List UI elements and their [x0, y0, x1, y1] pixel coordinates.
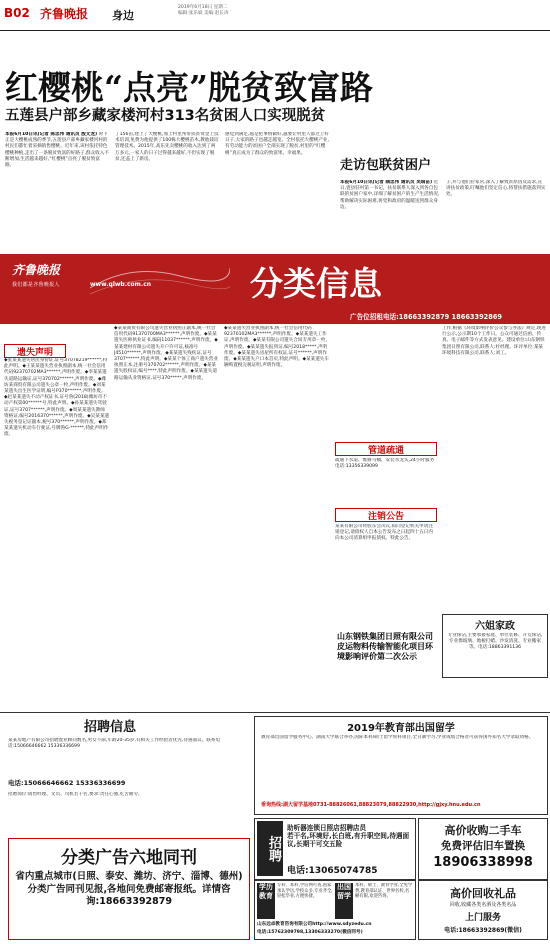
main-subhead: 五莲县户部乡藏家楼河村313名贫困人口实现脱贫 — [5, 108, 326, 124]
main-headline: 红樱桃“点亮”脱贫致富路 — [5, 68, 373, 107]
education-ad — [254, 880, 416, 940]
story-column-2 — [115, 132, 219, 250]
used-car-phone: 18906338998 — [433, 855, 533, 870]
recycle-visit: 上门服务 — [464, 913, 501, 923]
lost-notice-column-1: ◆张某某遗失居民身份证,证号37078219******,特此声明。◆王某某遗失营业执照副本,统一社会信用代码92370702MA3******,声明作废。◆李某某遗失道路运输证,证号370702******,声明作废。◆潍坊某商贸有限公司遗失公章一枚,声明作废。◆刘某某遗失出生医学证明,编号P370******,声明作废。◆赵某某遗失不动产权证书,证号鲁(2018)潍坊市不动产权第00******号,特此声明。◆孙某某遗失驾驶证,证号3707******,声明作废。◆周某某遗失教师资格证,编号2016370******,声明作废。◆吴某某遗失税务登记证副本,税号370******,声明作废。◆郑某某遗失机动车行驶证,号牌鲁G·******,特此声明作废。 — [4, 358, 109, 438]
right-notice-column: 工作,根据《环境影响评价公众参与办法》规定,现进行公示,公示期10个工作日。公众可通过信函、传真、电子邮件等方式发表意见。建设单位:山东钢铁集团日照有限公司,联系人:杜经理。环评单位:某某环境科技有限公司,联系人:刘工。 — [442, 326, 546, 356]
side-story-column-2 — [446, 180, 546, 250]
banner-phone: 广告位招租电话:18663392879 18663392869 — [350, 313, 503, 321]
story-column-1 — [5, 132, 109, 250]
side-story-lead: 本报6月10日讯(记者 隋忠伟 通讯员 吴瑞苗) — [340, 180, 433, 185]
recruit-hotline: 电话:15066646662 15336336699 — [8, 779, 126, 787]
recruit-note: 招聘岗位:销售经理、文员、司机若干名,要求:责任心强,吃苦耐劳。 — [8, 792, 143, 797]
hearing-aid-phone: 电话:13065074785 — [287, 866, 378, 876]
recruit-text: 某某房地产有限公司招聘置业顾问数名,男女不限,年龄20-35岁,有相关工作经验者优先,待遇面议。联系电话:15066646662 15336336699 — [8, 738, 221, 750]
pipe-service-title: 管道疏通 — [335, 442, 437, 456]
steel-eia-notice-title: 山东钢铁集团日照有限公司皮运物料传输智能化项目环境影响评价第二次公示 — [337, 632, 433, 661]
lost-notice-title: 遗失声明 — [4, 344, 66, 358]
story-col2-text: 了156亩,建上了大樱桃,加上村里帮带扶贫资金上技术培训,免费为他提供了100株大樱桃苗木,教他栽培管理技术。2015年,高东先卖樱桃的收入达到了两万多元,一家人的日子过得越来越好,不但实现了脱贫,还盖上了新房。 — [115, 132, 219, 162]
story-lead: 本报6月10日讯(记者 陈忠伟 通讯员 殷文龙) — [5, 132, 98, 137]
study-abroad-ad — [254, 716, 548, 815]
section-name: 身边 — [112, 9, 134, 22]
lost-notice-column-2: ◆某某商贸有限公司遗失营业执照正副本,统一社会信用代码91370700MA3******,声明作废。◆某某遗失医师执业证书,编码11037******,声明作废。◆某某建材有限公司遗失开户许可证,核准号J4510******,声明作废。◆某某遗失残疾证,证号3707******,特此声明。◆某某个体工商户遗失营业执照正本,注册号370702******,声明作废。◆某某遗失股权证,编号****,特此声明作废。◆某某遗失道路运输从业资格证,证号370*****,声明作废。 — [114, 326, 218, 381]
story-col1-text: 时下正是大樱桃成熟的季节,五莲县户部乡藏家楼河村的村民们都忙着采摘销售樱桃。近年来,该村依托特色樱桃种植,走出了一条脱贫致富的好路子,群众收入不断增加,生活越来越好,“红樱桃”点亮了脱贫致富路。 — [5, 132, 109, 169]
housekeeping-text: 专业保洁,主要承接家庭、单位装修、开荒保洁,专业擦玻璃、地板打蜡、沙发清洗、专业搬家等。电话:18863391136 — [447, 633, 543, 651]
joint-classified-title: 分类广告六地同刊 — [61, 848, 197, 868]
joint-classified-ad — [8, 838, 250, 940]
study-abroad-text: 教育部出国留学服务中心、湖南大学联合举办,国际本科/硕士留学预科项目,全日制学习,学业成绩合格者可获得国外知名大学录取资格。 — [261, 735, 534, 740]
side-story-col2-text: 子,并与他们拉家常,深入了解致贫原因及需求,宣讲扶贫政策,叮嘱他们坚定信心,将帮扶措施落到实处。 — [446, 180, 546, 198]
study-abroad-title: 2019年教育部出国留学 — [347, 723, 455, 734]
divider — [0, 712, 550, 713]
banner-logo: 齐鲁晚报 — [12, 263, 61, 277]
side-story-title: 走访包联贫困户 — [340, 158, 432, 173]
story-column-3 — [225, 132, 329, 250]
recycle-ad — [418, 880, 548, 940]
recruit-title: 招聘信息 — [83, 720, 136, 735]
banner-title: 分类信息 — [250, 264, 382, 303]
used-car-title: 高价收购二手车 — [444, 824, 522, 837]
study-abroad-phone: 垂询热线:湖大留学基地0731-88826061,88823079,88822930,http://gjxy.hnu.edu.cn — [261, 802, 481, 808]
side-story-col1-text: 近日,瓷县驻村第一书记、扶贫联系人深入到各自包联的贫困户家中,详细了解贫困户的生产生活情况,帮助解决实际困难,将党和政府的温暖送到群众身边。 — [340, 180, 440, 210]
header-meta — [178, 5, 318, 17]
classified-banner — [0, 254, 550, 324]
housekeeping-title: 六姐家政 — [475, 621, 515, 632]
banner-slogan: 我们都是齐鲁晚报人 — [12, 282, 60, 288]
newspaper-logo: 齐鲁晚报 — [40, 7, 89, 21]
page-number: B02 — [4, 6, 30, 20]
degree-text: 专科、本科,学信网可查,国家承认学历,学校众多,专业齐全,轻松毕业,方便快捷。 — [277, 883, 333, 899]
used-car-ad — [418, 818, 548, 880]
header-date: 2019年6月18日 星期二 — [178, 5, 228, 10]
recruit-badge: 招聘 — [257, 821, 283, 876]
banner-swoosh-icon — [90, 258, 230, 298]
housekeeping-ad — [442, 614, 548, 678]
school-name: 山东远卓教育咨询有限公司http://www.sdyzedu.cn — [257, 922, 372, 927]
used-car-text: 免费评估旧车置换 — [441, 840, 525, 852]
hearing-aid-recruit-ad — [254, 818, 416, 880]
cancel-notice-title: 注销公告 — [335, 508, 437, 522]
pipe-service-text: 疏通下水道、维修马桶、安装水龙头,24小时服务电话:13356339099 — [335, 458, 435, 470]
story-col3-text: 感觉到满足,越是把事情做好,越要让村里人都过上好日子,大家的路子也越走越宽。全村依托大樱桃产业,有劳动能力的贫困户全部实现了脱贫,村里的“红樱桃”真正成为了群众的致富果、幸福果。 — [225, 132, 329, 156]
recycle-title: 高价回收礼品 — [450, 887, 516, 900]
abroad-badge: 出国留学 — [335, 883, 353, 919]
banner-url: www.qlwb.com.cn — [90, 281, 152, 288]
recycle-text: 回收,收藏各类名酒及各类名品 — [449, 902, 517, 908]
joint-classified-text: 省内重点城市(日照、泰安、潍坊、济宁、淄博、德州)分类广告同刊见报,各地问免费邮寄报纸。详情咨询:18663392879 — [15, 871, 243, 907]
side-story-column-1 — [340, 180, 440, 250]
school-phone: 电话:15762309798,13306333270(微信同号) — [257, 930, 363, 935]
lost-notice-column-3: ◆某某遗失营业执照副本,统一社会信用代码92370102MA3******,声明作废。◆某某遗失工作证,声明作废。◆某某有限公司遗失合同专用章一枚,声明作废。◆某某遗失报到证,编号2018*****,声明作废。◆某某遗失房屋所有权证,证号******,声明作废。◆某某遗失户口本首页,特此声明。◆某某遗失车辆购置税完税证明,声明作废。 — [224, 326, 329, 369]
hearing-aid-text: 若干名,环境好,长白班,有升职空间,待遇面议,长期干可交五险 — [287, 832, 410, 849]
abroad-text: 本科、硕士、教育学业,全免学费,教育部认证、世界名校,名额有限,欢迎咨询。 — [355, 883, 413, 899]
header-editor: 编辑:张乐斌 美编:赵长涛 — [178, 11, 229, 16]
hearing-aid-title: 助听器连锁日照店招聘店员 — [287, 824, 367, 832]
cancel-notice-text: 某某有限公司经股东会决议,拟向登记机关申请注销登记,请债权人自本公告发布之日起四十五日内向本公司清算组申报债权。特此公告。 — [335, 524, 433, 542]
recycle-phone: 电话:18663392869(微信) — [444, 927, 522, 934]
degree-badge: 学历教育 — [257, 883, 275, 919]
